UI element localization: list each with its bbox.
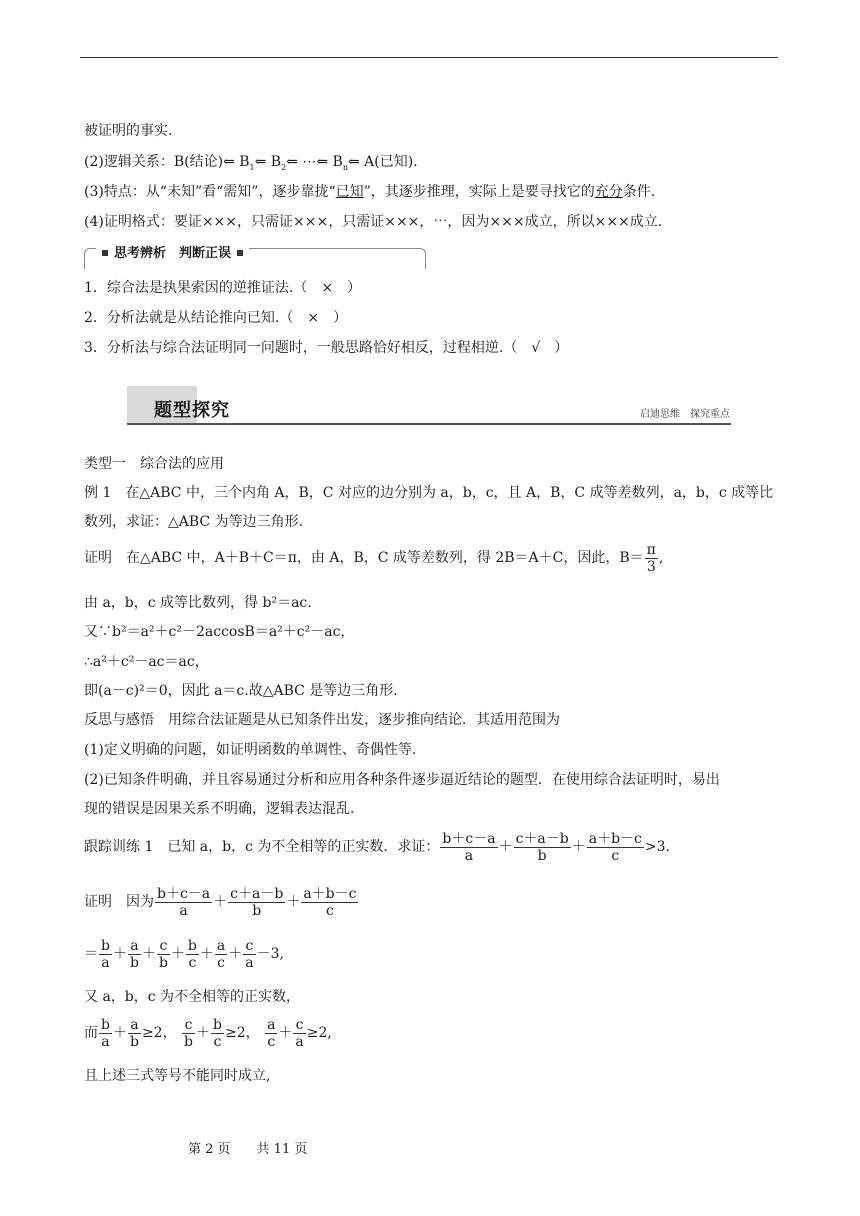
text-line: (3)特点：从“未知”看“需知”，逐步靠拢“已知”，其逐步推理，实际上是要寻找它的充分条件. [84, 184, 656, 200]
proof-line: 又∵b²＝a²＋c²－2accosB＝a²＋c²－ac， [84, 624, 355, 640]
section-title: 题型探究 [154, 400, 230, 421]
proof-line: 由 a，b，c 成等比数列，得 b²＝ac. [84, 595, 312, 611]
example-text: 例 1 在△ABC 中，三个内角 A，B，C 对应的边分别为 a，b，c，且 A，B，C 成等差数列，a，b，c 成等比 [84, 485, 774, 501]
think-title: 思考辨析 判断正误 [96, 242, 249, 261]
example-text: 数列，求证：△ABC 为等边三角形. [84, 514, 304, 530]
page-footer: 第 2 页 共 11 页 [188, 1142, 308, 1157]
reflection: 反思与感悟 用综合法证题是从已知条件出发，逐步推向结论．其适用范围为 [84, 712, 560, 728]
proof-line: 即(a－c)²＝0，因此 a＝c.故△ABC 是等边三角形. [84, 683, 398, 699]
text-line: (4)证明格式：要证×××，只需证×××，只需证×××，⋯，因为×××成立，所以×××成立. [84, 214, 663, 230]
text-line: 被证明的事实. [84, 123, 173, 139]
proof-line: 证明 在△ABC 中，A＋B＋C＝π，由 A，B，C 成等差数列，得 2B＝A＋C，因此，B＝ $\frac{\pi}{3}$ , [84, 541, 664, 575]
section-rule [127, 423, 731, 425]
proof-line: ＝ $\frac{b}{a}$ ＋ $\frac{a}{b}$ ＋ $\frac{c}{b}$ ＋ $\frac{b}{c}$ ＋ $\frac{a}{c}$ ＋ $\frac{c}{a}$ －3, [84, 937, 284, 971]
question-2: 2．分析法就是从结论推向已知.（ × ） [84, 310, 348, 326]
reflection: 现的错误是因果关系不明确，逻辑表达混乱. [84, 801, 355, 817]
reflection: (1)定义明确的问题，如证明函数的单调性、奇偶性等. [84, 742, 417, 758]
proof-line: 且上述三式等号不能同时成立, [84, 1068, 271, 1084]
proof-line: ∴a²＋c²－ac＝ac， [84, 654, 209, 670]
proof-line: 又 a，b，c 为不全相等的正实数， [84, 989, 301, 1005]
section-tagline: 启迪思维 探究重点 [640, 409, 730, 420]
fraction: $\frac{\pi}{3}$ [646, 541, 656, 575]
text-line: (2)逻辑关系：B(结论)⇐ $B_1⇐$ $B_2⇐$ ⋯⇐ $B_n⇐$ A(已知). [84, 154, 418, 172]
training-line: 跟踪训练 1 已知 a，b，c 为不全相等的正实数．求证： $\frac{b+c-a}{a}$ ＋ $\frac{c+a-b}{b}$ ＋ $\frac{a+b-c}{c}$ >3. [84, 830, 670, 864]
reflection: (2)已知条件明确，并且容易通过分析和应用各种条件逐步逼近结论的题型．在使用综合法证明时，易出 [84, 772, 720, 788]
top-rule [80, 57, 778, 58]
question-1: 1．综合法是执果索因的逆推证法.（ × ） [84, 280, 362, 296]
type-heading: 类型一 综合法的应用 [84, 456, 224, 472]
proof-line: 而 $\frac{b}{a}$ ＋ $\frac{a}{b}$ ≥2， $\frac{c}{b}$ ＋ $\frac{b}{c}$ ≥2， $\frac{a}{c}$ ＋ $\frac{c}{a}$ ≥2, [84, 1016, 332, 1050]
proof-line: 证明 因为 $\frac{b+c-a}{a}$ ＋ $\frac{c+a-b}{b}$ ＋ $\frac{a+b-c}{c}$ [84, 885, 357, 919]
question-3: 3．分析法与综合法证明同一问题时，一般思路恰好相反，过程相逆.（ √ ） [84, 340, 569, 356]
